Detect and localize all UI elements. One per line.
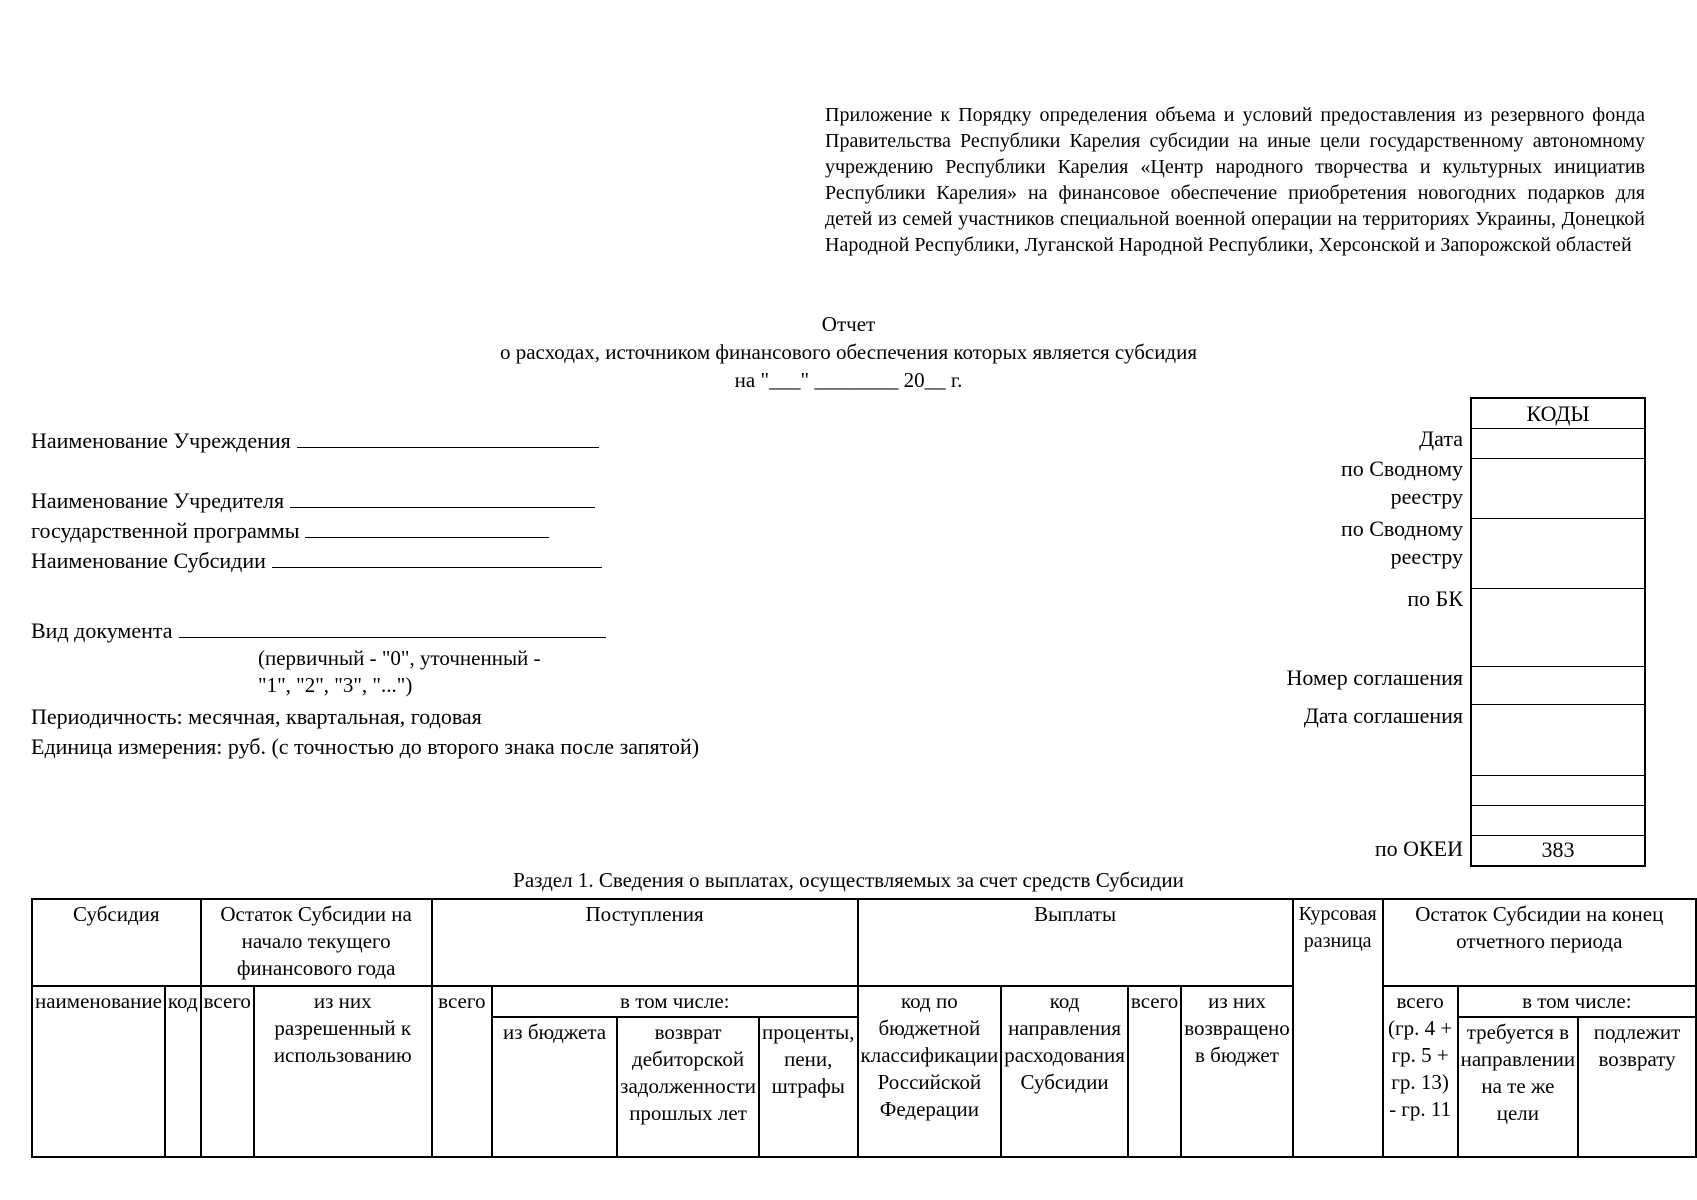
header-receipts: Поступления — [432, 899, 858, 986]
institution-label: Наименование Учреждения — [31, 428, 291, 453]
periodicity-text: Периодичность: месячная, квартальная, годовая — [31, 704, 482, 729]
header-to-be-returned: подлежит возврату — [1578, 1017, 1696, 1157]
header-budget-class-code: код по бюджетной классификации Российской Федерации — [858, 986, 1002, 1157]
header-payments: Выплаты — [858, 899, 1293, 986]
codes-agreement-number-cell[interactable] — [1472, 666, 1644, 704]
codes-label-registry2-line1: по Сводному — [1340, 516, 1463, 541]
header-interest: проценты, пени, штрафы — [759, 1017, 858, 1157]
program-input-line[interactable] — [305, 515, 549, 538]
header-end-total: всего (гр. 4 + гр. 5 + гр. 13) - гр. 11 — [1383, 986, 1458, 1157]
header-receivables-return: возврат дебиторской задолженности прошлых лет — [617, 1017, 759, 1157]
institution-field[interactable] — [31, 425, 599, 455]
codes-label-date: Дата — [1419, 426, 1463, 451]
header-returned-to-budget: из них возвращено в бюджет — [1181, 986, 1293, 1157]
section1-title: Раздел 1. Сведения о выплатах, осуществляемых за счет средств Субсидии — [513, 868, 1184, 892]
header-subsidy: Субсидия — [32, 899, 201, 986]
doc-type-hint-2: "1", "2", "3", "...") — [258, 673, 413, 697]
codes-blank-cell-2[interactable] — [1472, 805, 1644, 835]
codes-box — [1470, 397, 1646, 867]
header-direction-code: код направления расходования Субсидии — [1001, 986, 1128, 1157]
header-receipts-including: в том числе: — [492, 986, 858, 1017]
header-balance-end: Остаток Субсидии на конец отчетного периода — [1383, 899, 1696, 986]
codes-label-registry1-line1: по Сводному — [1340, 456, 1463, 481]
founder-input-line[interactable] — [290, 485, 595, 508]
subsidy-label: Наименование Субсидии — [31, 548, 266, 573]
unit-text: Единица измерения: руб. (с точностью до второго знака после запятой) — [31, 734, 700, 759]
institution-input-line[interactable] — [297, 425, 599, 448]
program-field[interactable] — [31, 515, 549, 545]
header-name: наименование — [32, 986, 165, 1157]
report-subtitle: о расходах, источником финансового обеспечения которых является субсидия — [499, 340, 1198, 364]
appendix-text: Приложение к Порядку определения объема и условий предоставления из резервного фонда Правительства Республики Карелия субсидии на иные цели государственному автономному учреждению Республики Карелия «Центр народного творчества и культурных инициатив Республики Карелия» на финансовое обеспечение приобретения новогодних подарков для детей из семей участников специальной военной операции на территориях Украины, Донецкой Народной Республики, Луганской Народной Республики, Херсонской и Запорожской областей — [825, 104, 1645, 256]
doc-type-label: Вид документа — [31, 618, 173, 643]
codes-bk-cell[interactable] — [1472, 588, 1644, 666]
header-total: всего — [201, 986, 254, 1157]
founder-label: Наименование Учредителя — [31, 488, 285, 513]
report-date-line: на "___" ________ 20__ г. — [734, 368, 963, 392]
report-title: Отчет — [821, 312, 876, 336]
codes-blank-cell-1[interactable] — [1472, 775, 1644, 805]
founder-field[interactable] — [31, 485, 595, 515]
header-of-them-allowed: из них разрешенный к использованию — [254, 986, 432, 1157]
codes-label-agreement-number: Номер соглашения — [1286, 665, 1463, 690]
doc-type-field[interactable] — [31, 615, 606, 645]
codes-label-okei: по ОКЕИ — [1374, 836, 1463, 861]
codes-label-registry1-line2: реестру — [1390, 484, 1463, 509]
header-payments-total: всего — [1128, 986, 1181, 1157]
codes-date-cell[interactable] — [1472, 428, 1644, 458]
codes-label-agreement-date: Дата соглашения — [1303, 703, 1463, 728]
header-from-budget: из бюджета — [492, 1017, 617, 1157]
codes-registry2-cell[interactable] — [1472, 518, 1644, 588]
codes-agreement-date-cell[interactable] — [1472, 704, 1644, 775]
program-label: государственной программы — [31, 518, 300, 543]
codes-label-registry2-line2: реестру — [1390, 544, 1463, 569]
header-end-including: в том числе: — [1458, 986, 1696, 1017]
subsidy-input-line[interactable] — [272, 545, 602, 568]
codes-label-bk: по БК — [1407, 586, 1463, 611]
header-fx-diff: Курсовая разница — [1293, 899, 1383, 1157]
header-receipts-total: всего — [432, 986, 492, 1157]
codes-okei-value: 383 — [1472, 835, 1644, 865]
header-code: код — [165, 986, 201, 1157]
codes-registry1-cell[interactable] — [1472, 458, 1644, 518]
codes-header: КОДЫ — [1526, 401, 1590, 426]
section1-table — [31, 898, 1697, 1158]
header-balance-start: Остаток Субсидии на начало текущего финансового года — [201, 899, 432, 986]
doc-type-hint-1: (первичный - "0", уточненный - — [258, 646, 541, 670]
subsidy-field[interactable] — [31, 545, 602, 575]
header-needed-same-purpose: требуется в направлении на те же цели — [1458, 1017, 1579, 1157]
doc-type-input-line[interactable] — [179, 615, 606, 638]
